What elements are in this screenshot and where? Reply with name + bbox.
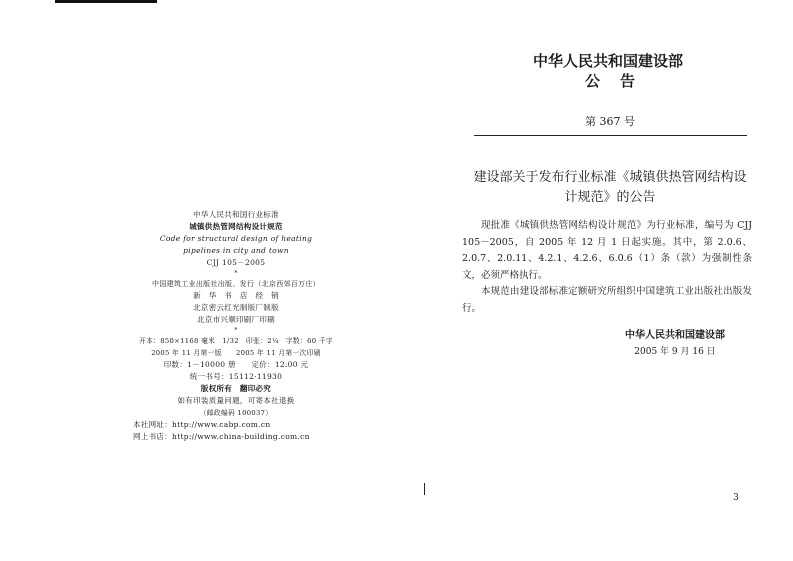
page-number: 3 [733, 493, 739, 503]
colophon-plate-maker: 北京密云红光制版厂制版 [193, 303, 279, 312]
colophon-edition: 2005 年 11 月第一版 2005 年 11 月第一次印刷 [151, 349, 321, 357]
colophon-copyright: 版权所有 翻印必究 [200, 384, 272, 393]
colophon-distributor: 新 华 书 店 经 销 [193, 291, 279, 300]
gutter-mark [424, 483, 425, 495]
signature-organization: 中华人民共和国建设部 [625, 330, 725, 341]
colophon-separator: * [234, 327, 238, 334]
colophon-isbn: 统一书号：15112·11930 [189, 372, 283, 381]
scan-edge-mark [55, 0, 157, 3]
announcement-body [462, 218, 752, 317]
colophon-title-en-2: pipelines in city and town [183, 246, 289, 255]
body-paragraph-2: 本规范由建设部标准定额研究所组织中国建筑工业出版社出版发行。 [462, 286, 752, 314]
colophon-standard-code: CJJ 105－2005 [206, 258, 266, 267]
colophon-online-store: 网上书店：http://www.china-building.com.cn [133, 432, 310, 441]
announcement-number: 第 367 号 [585, 115, 635, 128]
colophon-postcode: （邮政编码 100037） [199, 409, 273, 417]
colophon-format: 开本：850×1168 毫米 1/32 印张：2¼ 字数：60 千字 [138, 337, 334, 345]
colophon-print-run: 印数：1－10000 册 定价：12.00 元 [163, 360, 309, 369]
colophon-block [120, 209, 352, 443]
colophon-series: 中华人民共和国行业标准 [193, 210, 279, 219]
header-rule [474, 135, 747, 136]
ministry-title: 中华人民共和国建设部 [532, 52, 683, 70]
announcement-heading: 建设部关于发布行业标准《城镇供热管网结构设计规范》的公告 [473, 170, 747, 205]
signature-date: 2005 年 9 月 16 日 [634, 347, 716, 357]
colophon-printer: 北京市兴顺印刷厂印刷 [197, 315, 275, 324]
announcement-title: 公告 [584, 72, 655, 90]
colophon-title-en-1: Code for structural design of heating [159, 234, 313, 243]
colophon-publisher: 中国建筑工业出版社出版、发行（北京西郊百万庄） [152, 280, 320, 288]
body-paragraph-1: 现批准《城镇供热管网结构设计规范》为行业标准，编号为 CJJ 105－2005，自 2005 年 12 月 1 日起实施。其中，第 2.0.6、2.0.7、2.0.11、4.2.1、4.2.6、6.0.6（1）条（款）为强制性条文，必须严格执行。 [462, 220, 752, 281]
colophon-separator: * [234, 270, 238, 277]
colophon-returns-note: 如有印装质量问题，可寄本社退换 [177, 396, 295, 405]
colophon-title-cn: 城镇供热管网结构设计规范 [189, 222, 283, 231]
colophon-website: 本社网址：http://www.cabp.com.cn [133, 420, 271, 429]
